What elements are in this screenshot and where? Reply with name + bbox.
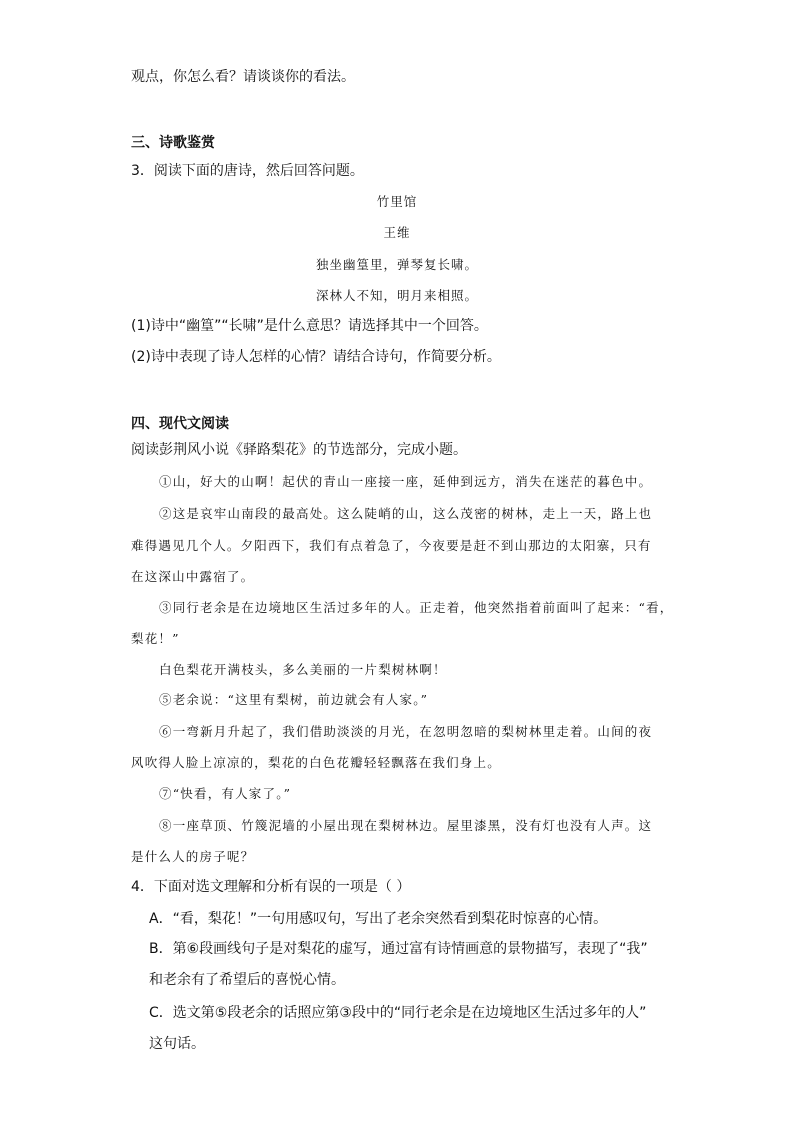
reading-intro: 阅读彭荆风小说《驿路梨花》的节选部分，完成小题。 xyxy=(131,442,467,458)
paragraph-3-line-1: ③同行老余是在边境地区生活过多年的人。正走着，他突然指着前面叫了起来：“看， xyxy=(159,600,674,615)
top-line: 观点，你怎么看？请谈谈你的看法。 xyxy=(131,69,355,85)
paragraph-4: 白色梨花开满枝头，多么美丽的一片梨树林啊！ xyxy=(159,662,447,677)
sub-question-2: (2)诗中表现了诗人怎样的心情？请结合诗句，作简要分析。 xyxy=(131,349,501,365)
sub-question-1: (1)诗中“幽篁”“长啸”是什么意思？请选择其中一个回答。 xyxy=(131,318,488,334)
option-c-line-2: 这句话。 xyxy=(149,1036,205,1052)
paragraph-2-line-2: 难得遇见几个人。夕阳西下，我们有点着急了，今夜要是赶不到山那边的太阳寨，只有 xyxy=(131,538,652,553)
option-c-line-1: C．选文第⑤段老余的话照应第③段中的“同行老余是在边境地区生活过多年的人” xyxy=(149,1005,647,1021)
section-heading-poetry: 三、诗歌鉴赏 xyxy=(131,135,215,151)
option-b-line-1: B．第⑥段画线句子是对梨花的虚写，通过富有诗情画意的景物描写，表现了“我” xyxy=(149,941,648,957)
paragraph-2-line-3: 在这深山中露宿了。 xyxy=(131,569,255,584)
poem-line-2: 深林人不知，明月来相照。 xyxy=(315,288,478,303)
paragraph-6-line-1: ⑥一弯新月升起了，我们借助淡淡的月光，在忽明忽暗的梨树林里走着。山间的夜 xyxy=(159,724,653,739)
paragraph-2-line-1: ②这是哀牢山南段的最高处。这么陡峭的山，这么茂密的树林，走上一天，路上也 xyxy=(159,506,653,521)
question-3: 3．阅读下面的唐诗，然后回答问题。 xyxy=(131,163,364,179)
question-4: 4．下面对选文理解和分析有误的一项是（ ） xyxy=(131,879,411,895)
paragraph-7: ⑦“快看，有人家了。” xyxy=(159,786,292,801)
paragraph-6-line-2: 风吹得人脸上凉凉的，梨花的白色花瓣轻轻飘落在我们身上。 xyxy=(131,755,501,770)
paragraph-8-line-1: ⑧一座草顶、竹篾泥墙的小屋出现在梨树林边。屋里漆黑，没有灯也没有人声。这 xyxy=(159,818,653,833)
paragraph-8-line-2: 是什么人的房子呢？ xyxy=(131,849,255,864)
poem-line-1: 独坐幽篁里，弹琴复长啸。 xyxy=(315,257,478,272)
option-a: A．“看，梨花！”一句用感叹句，写出了老余突然看到梨花时惊喜的心情。 xyxy=(149,911,608,927)
paragraph-1: ①山，好大的山啊！起伏的青山一座接一座，延伸到远方，消失在迷茫的暮色中。 xyxy=(159,474,653,489)
paragraph-3-line-2: 梨花！” xyxy=(131,631,180,646)
poem-author: 王维 xyxy=(383,225,411,240)
paragraph-5: ⑤老余说：“这里有梨树，前边就会有人家。” xyxy=(159,692,429,707)
option-b-line-2: 和老余有了希望后的喜悦心情。 xyxy=(149,972,345,988)
poem-title: 竹里馆 xyxy=(376,194,418,209)
section-heading-reading: 四、现代文阅读 xyxy=(131,416,229,432)
